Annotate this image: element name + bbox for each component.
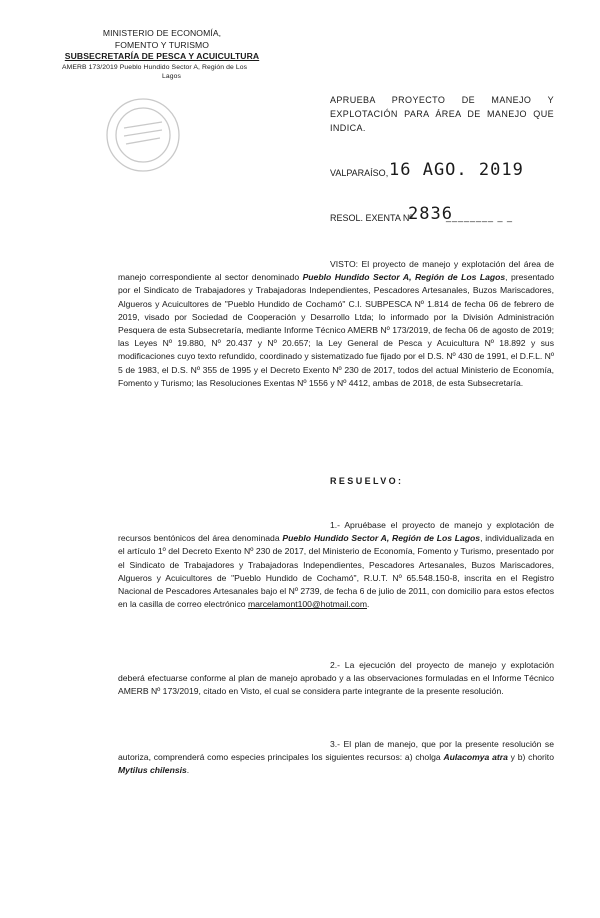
visto-area-name: Pueblo Hundido Sector A, Región de Los Lagos: [302, 272, 506, 283]
item3-text-c: .: [186, 765, 190, 776]
resolution-item-1: [118, 519, 554, 611]
resuelvo-heading: RESUELVO:: [330, 476, 404, 486]
item1-text-d: .: [367, 599, 370, 610]
item3-text-a: 3.- El plan de manejo, que por la presente resolución se autoriza, comprenderá como especies principales los siguientes recursos: a) cholga: [118, 739, 554, 763]
item1-text-c: , individualizada en el artículo 1º del Decreto Exento Nº 230 de 2017, del Ministerio de Economía, Fomento y Turismo, presentado por el Sindicato de Trabajadores y Trabajadoras Independientes, Pescadores Artesanales, Buzos Mariscadores, Algueros y Acuicultores de "Pueblo Hundido de Cochamó", R.U.T. Nº 65.548.150-8, inscrita en el Registro Nacional de Pescadores Artesanales bajo el Nº 2739, de fecha 6 de julio de 2011, con domicilio para estos efectos en la casilla de correo electrónico: [118, 533, 554, 610]
item2-text: 2.- La ejecución del proyecto de manejo y explotación deberá efectuarse conforme al plan de manejo aprobado y a las observaciones formuladas en el Informe Técnico AMERB Nº 173/2019, citado en Visto, el cual se considera parte integrante de la presente resolución.: [118, 660, 554, 697]
resolution-label: RESOL. EXENTA Nº: [330, 213, 413, 223]
header-line-subsecretaria: SUBSECRETARÍA DE PESCA Y ACUICULTURA: [64, 51, 260, 61]
header-line-fomento: FOMENTO Y TURISMO: [114, 39, 210, 50]
visto-paragraph: [118, 258, 554, 390]
visto-text-2: , presentado por el Sindicato de Trabajadores y Trabajadoras Independientes, Pescadores Artesanales, Buzos Mariscadores, Algueros y Acuicultores de "Pueblo Hundido de Cochamó" C.I. SUBPESCA Nº 1.814 de fecha 06 de febrero de 2019, visado por Sociedad de Cooperación y Desarrollo Ltda; lo informado por la División Administración Pesquera de esta Subsecretaría, mediante Informe Técnico AMERB Nº 173/2019, de fecha 06 de agosto de 2019; las Leyes Nº 19.880, Nº 20.437 y Nº 20.657; la Ley General de Pesca y Acuicultura Nº 18.892 y sus modificaciones cuyo texto refundido, coordinado y sistematizado fue fijado por el D.S. Nº 430 de 1991, el D.F.L. Nº 5 de 1983, el D.S. Nº 355 de 1995 y el Decreto Exento Nº 230 de 2017, todos del actual Ministerio de Economía, Fomento y Turismo; las Resoluciones Exentas Nº 1556 y Nº 4412, ambas de 2018, de esta Subsecretaría.: [118, 272, 554, 388]
official-stamp-seal: [100, 92, 186, 178]
item1-text-a: 1.- Apruébase el proyecto de manejo y explotación de recursos bentónicos del área denominada: [118, 520, 554, 544]
email-address-link[interactable]: marcelamont100@hotmail.com: [247, 599, 367, 610]
resolution-date: 16 AGO. 2019: [389, 160, 524, 180]
header-line-lagos: Lagos: [162, 72, 182, 80]
header-line-ministry: MINISTERIO DE ECONOMÍA,: [102, 28, 222, 38]
resolution-item-2: [118, 659, 554, 699]
ministry-header: [62, 28, 262, 81]
item3-text-b: y b) chorito: [507, 752, 554, 763]
item1-area-name: Pueblo Hundido Sector A, Región de Los Lagos: [282, 533, 481, 544]
item3-species-1: Aulacomya atra: [443, 752, 508, 763]
resolution-item-3: [118, 738, 554, 778]
visto-text-1: VISTO: El proyecto de manejo y explotación del área de manejo correspondiente al sector denominado: [118, 259, 554, 283]
resolution-number: 2836: [408, 204, 453, 224]
place-label: VALPARAÍSO,: [330, 168, 389, 178]
header-line-amerb: AMERB 173/2019 Pueblo Hundido Sector A, Región de Los: [62, 63, 248, 71]
resolution-subject: APRUEBA PROYECTO DE MANEJO Y EXPLOTACIÓN PARA ÁREA DE MANEJO QUE INDICA.: [330, 95, 554, 133]
resolution-number-line: ________ _ _: [446, 212, 514, 222]
item3-species-2: Mytilus chilensis: [118, 765, 187, 776]
